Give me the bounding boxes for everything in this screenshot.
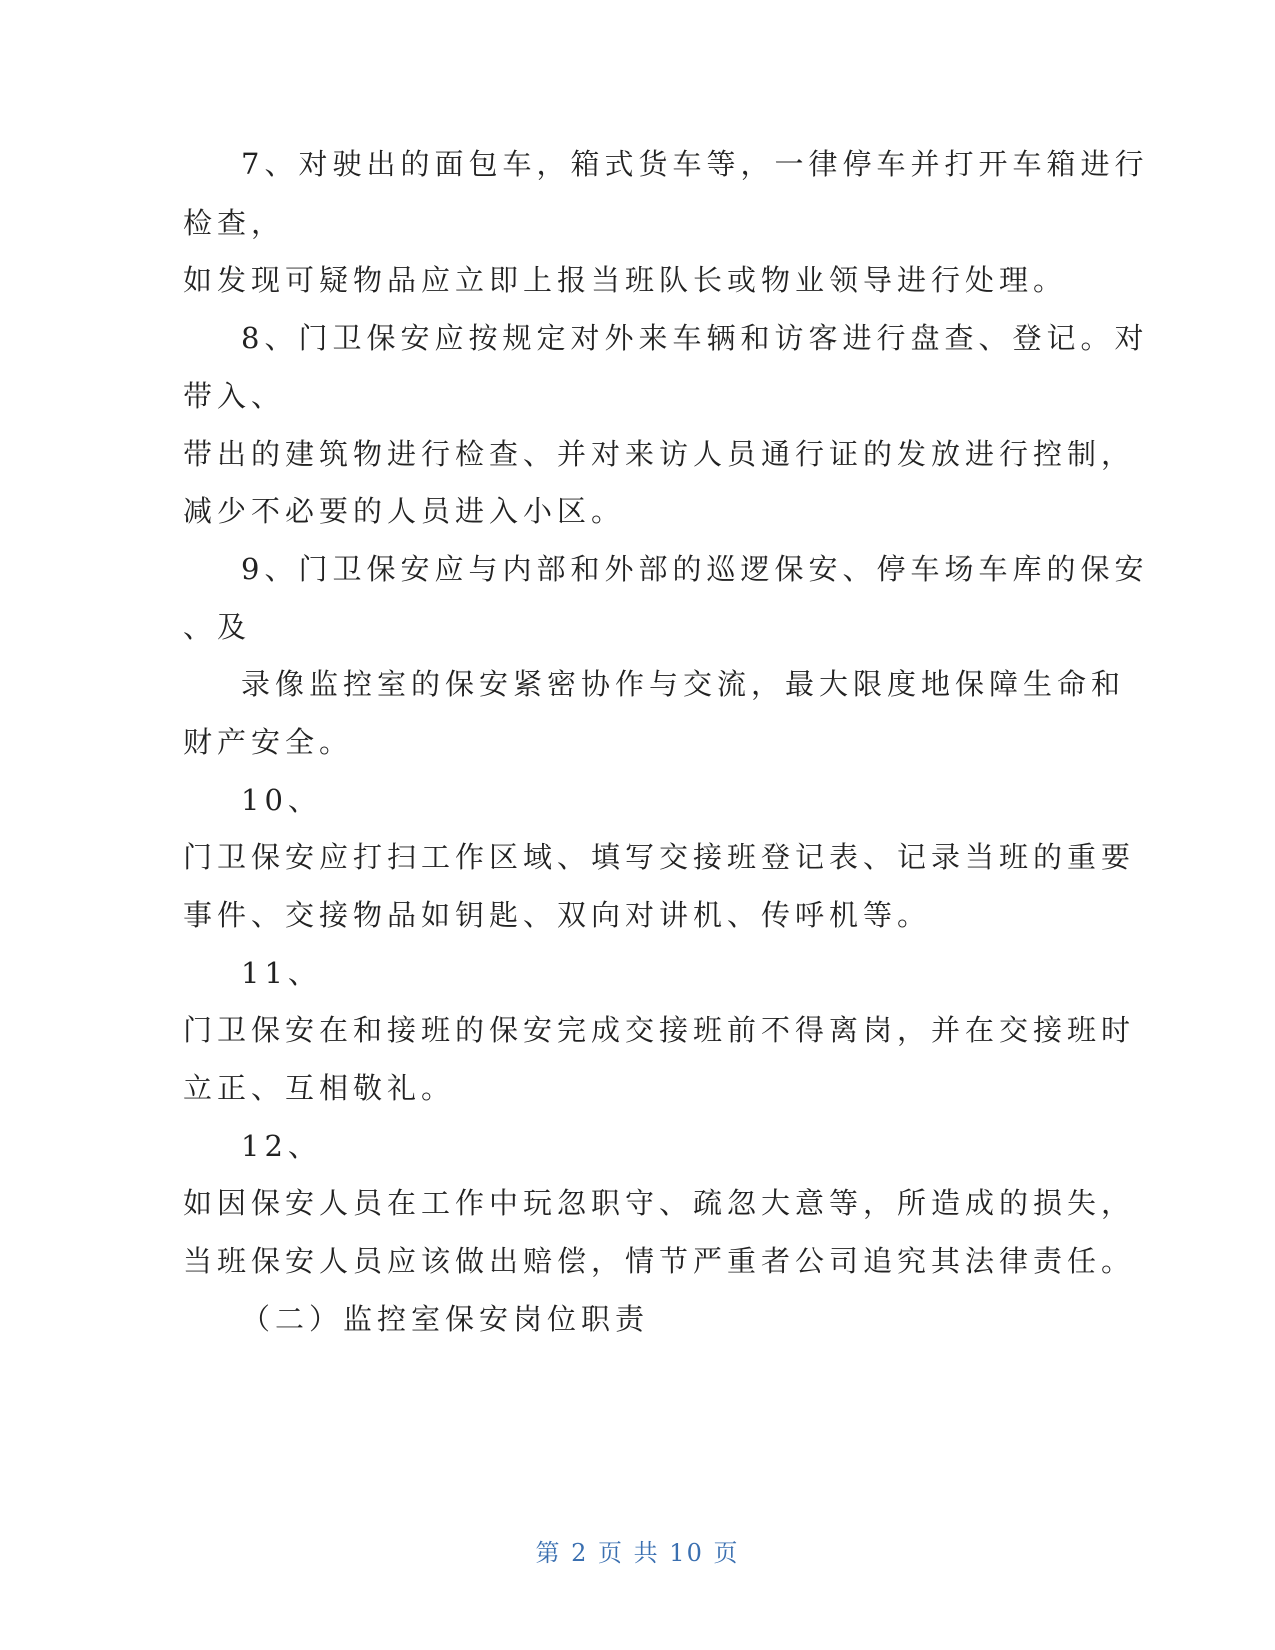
text-line-15: 11、 (241, 956, 322, 990)
text-line-8: 9、门卫保安应与内部和外部的巡逻保安、停车场车库的保安 (241, 552, 1149, 586)
text-line-7: 减少不必要的人员进入小区。 (183, 494, 626, 528)
text-line-6: 带出的建筑物进行检查、并对来访人员通行证的发放进行控制， (183, 437, 1136, 471)
text-line-5: 带入、 (183, 379, 286, 413)
text-line-13: 门卫保安应打扫工作区域、填写交接班登记表、记录当班的重要 (183, 840, 1136, 874)
text-line-17: 立正、互相敬礼。 (183, 1071, 456, 1105)
text-line-12: 10、 (241, 783, 322, 817)
page-footer: 第 2 页 共 10 页 (535, 1539, 740, 1567)
text-line-10: 录像监控室的保安紧密协作与交流，最大限度地保障生命和 (241, 667, 1126, 701)
section-heading: （二）监控室保安岗位职责 (241, 1302, 650, 1336)
text-line-18: 12、 (241, 1129, 322, 1163)
text-line-16: 门卫保安在和接班的保安完成交接班前不得离岗，并在交接班时 (183, 1013, 1136, 1047)
text-line-19: 如因保安人员在工作中玩忽职守、疏忽大意等，所造成的损失， (183, 1186, 1136, 1220)
text-line-11: 财产安全。 (183, 725, 354, 759)
text-line-4: 8、门卫保安应按规定对外来车辆和访客进行盘查、登记。对 (241, 321, 1149, 355)
text-line-9: 、及 (183, 610, 252, 644)
text-line-3: 如发现可疑物品应立即上报当班队长或物业领导进行处理。 (183, 263, 1068, 297)
text-line-1: 7、对驶出的面包车，箱式货车等，一律停车并打开车箱进行 (241, 147, 1149, 181)
text-line-2: 检查， (183, 206, 286, 240)
text-line-20: 当班保安人员应该做出赔偿，情节严重者公司追究其法律责任。 (183, 1244, 1136, 1278)
text-line-14: 事件、交接物品如钥匙、双向对讲机、传呼机等。 (183, 898, 932, 932)
